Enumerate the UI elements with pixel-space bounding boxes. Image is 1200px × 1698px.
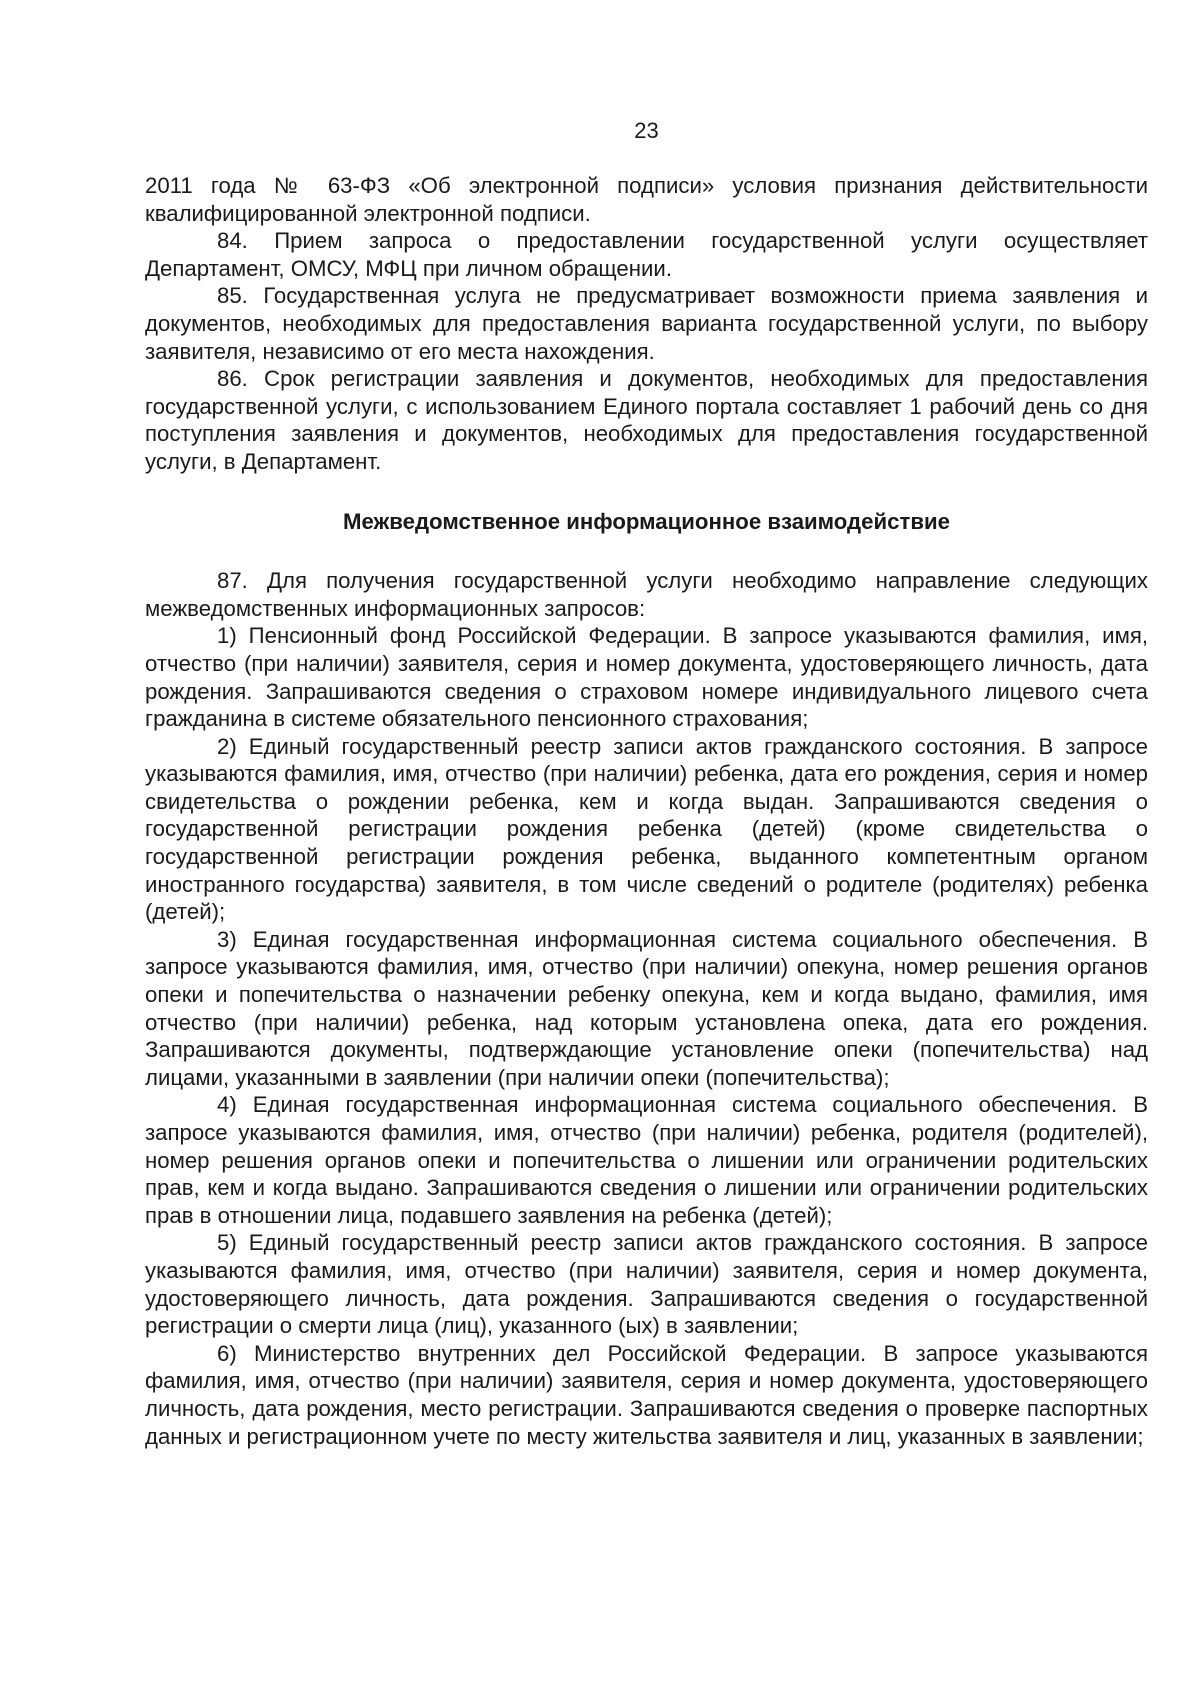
- section-title: Межведомственное информационное взаимодействие: [343, 508, 950, 534]
- page-number: 23: [634, 118, 659, 143]
- list-item-3: 3) Единая государственная информационная система социального обеспечения. В запросе указываются фамилия, имя, отчество (при наличии) опекуна, номер решения органов опеки и попечительства о назначении ребенку опекуна, кем и когда выдано, фамилия, имя отчество (при наличии) ребенка, над которым установлена опека, дата его рождения. Запрашиваются документы, подтверждающие установление опеки (попечительства) над лицами, указанными в заявлении (при наличии опеки (попечительства);: [145, 926, 1148, 1090]
- list-item-1: 1) Пенсионный фонд Российской Федерации. В запросе указываются фамилия, имя, отчество (при наличии) заявителя, серия и номер документа, удостоверяющего личность, дата рождения. Запрашиваются сведения о страховом номере индивидуального лицевого счета гражданина в системе обязательного пенсионного страхования;: [145, 623, 1148, 732]
- list-item-6: 6) Министерство внутренних дел Российской Федерации. В запросе указываются фамилия, имя, отчество (при наличии) заявителя, серия и номер документа, удостоверяющего личность, дата рождения, место регистрации. Запрашиваются сведения о проверке паспортных данных и регистрационном учете по месту жительства заявителя и лиц, указанных в заявлении;: [145, 1340, 1148, 1449]
- paragraph-85: 85. Государственная услуга не предусматривает возможности приема заявления и документов, необходимых для предоставления варианта государственной услуги, по выбору заявителя, независимо от его места нахождения.: [145, 283, 1148, 364]
- document-body: [145, 172, 1148, 1450]
- paragraph-87: 87. Для получения государственной услуги необходимо направление следующих межведомственных информационных запросов:: [145, 568, 1148, 621]
- list-item-2: 2) Единый государственный реестр записи актов гражданского состояния. В запросе указываются фамилия, имя, отчество (при наличии) ребенка, дата его рождения, серия и номер свидетельства о рождении ребенка, кем и когда выдан. Запрашиваются сведения о государственной регистрации рождения ребенка (детей) (кроме свидетельства о государственной регистрации рождения ребенка, выданного компетентным органом иностранного государства) заявителя, в том числе сведений о родителе (родителях) ребенка (детей);: [145, 733, 1148, 925]
- list-item-5: 5) Единый государственный реестр записи актов гражданского состояния. В запросе указываются фамилия, имя, отчество (при наличии) заявителя, серия и номер документа, удостоверяющего личность, дата рождения. Запрашиваются сведения о государственной регистрации о смерти лица (лиц), указанного (ых) в заявлении;: [145, 1230, 1148, 1339]
- paragraph-86: 86. Срок регистрации заявления и документов, необходимых для предоставления государственной услуги, с использованием Единого портала составляет 1 рабочий день со дня поступления заявления и документов, необходимых для предоставления государственной услуги, в Департамент.: [145, 366, 1148, 474]
- paragraph-continuation: 2011 года № 63-ФЗ «Об электронной подписи» условия признания действительности квалифицированной электронной подписи.: [145, 173, 1148, 226]
- paragraph-84: 84. Прием запроса о предоставлении государственной услуги осуществляет Департамент, ОМСУ, МФЦ при личном обращении.: [145, 228, 1148, 281]
- list-item-4: 4) Единая государственная информационная система социального обеспечения. В запросе указываются фамилия, имя, отчество (при наличии) ребенка, родителя (родителей), номер решения органов опеки и попечительства о лишении или ограничении родительских прав, кем и когда выдано. Запрашиваются сведения о лишении или ограничении родительских прав в отношении лица, подавшего заявления на ребенка (детей);: [145, 1092, 1148, 1228]
